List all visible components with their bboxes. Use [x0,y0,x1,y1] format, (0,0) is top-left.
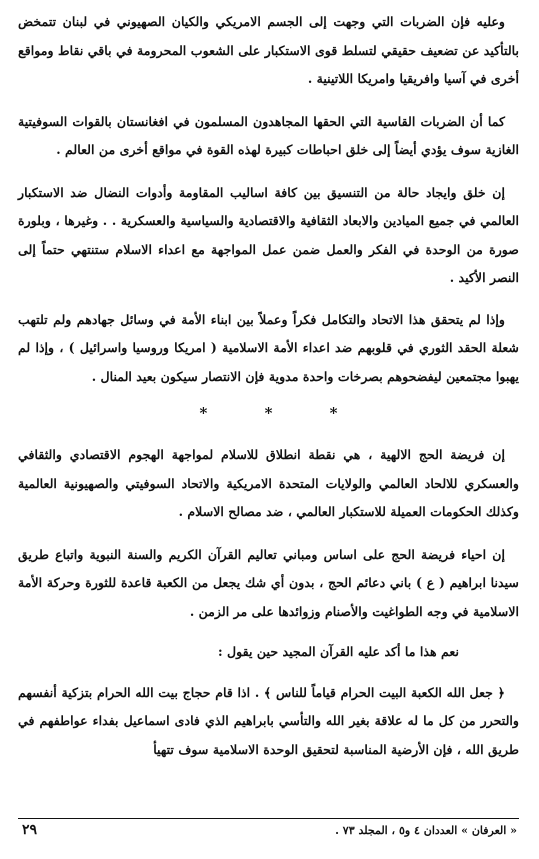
journal-citation: « العرفان » العددان ٤ و٥ ، المجلد ٧٣ . [335,824,517,837]
paragraph-1: وعليه فإن الضربات التي وجهت إلى الجسم الامريكي والكيان الصهيوني في لبنان تتمخض بالتأكيد عن تضعيف حقيقي لتسلط قوى الاستكبار على الشعوب المحرومة في باقي نقاط ومواقع أخرى في آسيا وافريقيا وامريكا اللاتينية . [18,14,519,86]
section-separator: * * * [199,404,364,422]
page-number: ٢٩ [22,822,38,838]
paragraph-2: كما أن الضربات القاسية التي الحقها المجاهدون المسلمون في افغانستان بالقوات السوفيتية الغازية سوف يؤدي أيضاً إلى خلق احباطات كبيرة لهذه القوة في مواقع أخرى من العالم . [18,113,519,157]
paragraph-4: وإذا لم يتحقق هذا الاتحاد والتكامل فكراً وعملاً بين ابناء الأمة في وسائل جهادهم ولم تلتهب شعلة الحقد الثوري في قلوبهم ضد اعداء الأمة الاسلامية ( امريكا وروسيا واسرائيل ) ، وإذا لم يهبوا مجتمعين ليفضحوهم بصرخات واحدة مدوية فإن الانتصار سيكون بعيد المنال . [18,311,519,384]
paragraph-3: إن خلق وايجاد حالة من التنسيق بين كافة اساليب المقاومة وأدوات النضال ضد الاستكبار العالمي في جميع الميادين والابعاد الثقافية والاقتصادية والسياسية والعسكرية . . وغيرها ، وبلورة صورة من الوحدة في الفكر والعمل ضمن عمل المواجهة مع اعداء الاسلام ستنتهي حتماً إلى النصر الأكيد . [18,184,519,285]
page-body [18,8,519,859]
paragraph-7: نعم هذا ما أكد عليه القرآن المجيد حين يقول : [217,644,459,659]
page-footer [18,818,519,853]
paragraph-8: ﴿ جعل الله الكعبة البيت الحرام قياماً للناس ﴾ . اذا قام حجاج بيت الله الحرام بتزكية أنفسهم والتحرر من كل ما له علاقة بغير الله والتأسي بابراهيم الذي فادى اسماعيل بفداء عواطفهم في طريق الله ، فإن الأرضية المناسبة لتحقيق الوحدة الاسلامية سوف تتهيأ [18,684,519,757]
paragraph-6: إن احياء فريضة الحج على اساس ومباني تعاليم القرآن الكريم والسنة النبوية واتباع طريق سيدنا ابراهيم ( ع ) باني دعائم الحج ، بدون أي شك يجعل من الكعبة قاعدة للثورة وحركة الأمة الاسلامية في وجه الطواغيت والأصنام وزوائدها على مر الزمن . [18,546,519,619]
paragraph-5: إن فريضة الحج الالهية ، هي نقطة انطلاق للاسلام لمواجهة الهجوم الاقتصادي والثقافي والعسكري للالحاد العالمي والولايات المتحدة الامريكية والاتحاد السوفيتي والصهيونية العالمية وكذلك الحكومات العميلة للاستكبار العالمي ، ضد مصالح الاسلام . [18,447,519,519]
